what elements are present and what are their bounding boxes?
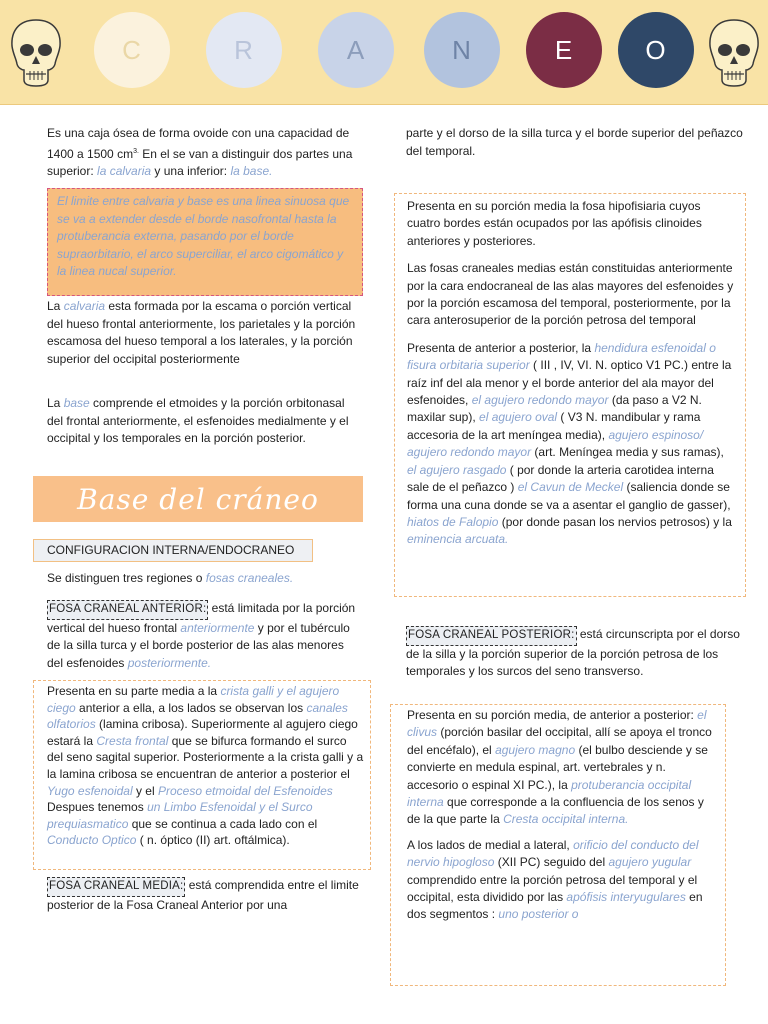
posterior-box [390, 704, 726, 986]
section-banner [33, 476, 363, 522]
clivus-text: Presenta en su porción media, de anterior a posterior: el clivus (porción basilar del occipital, allí se apoya el tronco del encéfalo), el agujero magno (el bulbo desciende y se convierte en medula espinal, art. vertebrales y n. accesorio o espinal XI PC.), la protuberancia occipital interna que corresponde a la confluencia de los senos y de la que parte la Cresta occipital interna. [407, 708, 712, 827]
fosa-media-label: FOSA CRANEAL MEDIA: [47, 877, 185, 897]
intro-paragraph: Es una caja ósea de forma ovoide con una capacidad de 1400 a 1500 $cm^{3.}$ En el se van a distinguir dos partes una superior: la calvaria y una inferior: la base. [47, 126, 353, 179]
fosa-anterior-label: FOSA CRANEAL ANTERIOR: [47, 600, 208, 620]
anterior-box-text: Presenta en su parte media a la crista galli y el agujero ciego anterior a ella, a los lados se observan los canales olfatorios (lamina cribosa). Superiormente al agujero ciego estará la Cresta frontal que se bifurca formando el surco del seno sagital superior. Posteriormente a la crista galli y a la lamina cribosa se encuentran de anterior a posterior el Yugo esfenoidal y el Proceso etmoidal del Esfenoides Despues tenemos un Limbo Esfenoidal y el Surco prequiasmatico que se continua a cada lado con el Conducto Optico ( n. óptico (II) art. oftálmica). [47, 684, 364, 848]
fosa-media-continued: parte y el dorso de la silla turca y el borde superior del peñazco del temporal. [406, 126, 743, 158]
skull-icon [8, 18, 64, 88]
note-box [47, 188, 363, 296]
section-title: Base del cráneo [77, 482, 319, 516]
title-letter-c: C [94, 12, 170, 88]
title-letter-a: A [318, 12, 394, 88]
anterior-box [33, 680, 371, 870]
title-letter-r: R [206, 12, 282, 88]
hipofisiaria-text: Presenta en su porción media la fosa hipofisiaria cuyos cuatro bordes están ocupados por las apófisis clinoides anteriores y posteriores. [407, 199, 702, 248]
fosas-medias-text: Las fosas craneales medias están constituidas anteriormente por la cara endocraneal de las alas mayores del esfenoides y por la porción escamosa del temporal, posteriormente, por la cara anterosuperior de la porción petrosa del temporal [407, 261, 734, 328]
lateral-text: A los lados de medial a lateral, orificio del conducto del nervio hipogloso (XII PC) seguido del agujero yugular comprendido entre la porción petrosa del temporal y el occipital, esta dividido por las apófisis interyugulares en dos segmentos : uno posterior o [407, 837, 703, 922]
title-letter-o: O [618, 12, 694, 88]
regions-paragraph: Se distinguen tres regiones o fosas craneales. [47, 571, 294, 585]
fosa-posterior-paragraph: FOSA CRANEAL POSTERIOR: está circunscripta por el dorso de la silla y la porción superior de la porción petrosa de los temporales y los surcos del seno transverso. [406, 627, 740, 679]
fosa-anterior-paragraph: FOSA CRANEAL ANTERIOR: está limitada por la porción vertical del hueso frontal anteriormente y por el tubérculo de la silla turca y el borde posterior de las alas menores del esfenoides posteriormente. [47, 601, 356, 670]
config-label: CONFIGURACION INTERNA/ENDOCRANEO [33, 539, 313, 562]
title-letter-n: N [424, 12, 500, 88]
title-letter-e: E [526, 12, 602, 88]
media-box [394, 193, 746, 597]
base-paragraph: La base comprende el etmoides y la porción orbitonasal del frontal anteriormente, el esfenoides medialmente y el occipital y los temporales en la porción posterior. [47, 396, 349, 446]
fosa-posterior-label: FOSA CRANEAL POSTERIOR: [406, 626, 577, 646]
fosa-media-paragraph: FOSA CRANEAL MEDIA: está comprendida entre el limite posterior de la Fosa Craneal Anterior por una [47, 878, 359, 912]
calvaria-paragraph: La calvaria esta formada por la escama o porción vertical del hueso frontal anteriormente, los parietales y la porción escamosa del hueso temporal a los laterales, y la porción superior del occipital posteriormente [47, 299, 356, 366]
note-text: El limite entre calvaria y base es una linea sinuosa que se va a extender desde el borde nasofrontal hasta la protuberancia externa, pasando por el borde supraorbitario, el arco superciliar, el arco cigomático y la linea nucal superior. [57, 194, 350, 278]
skull-icon [706, 18, 762, 88]
title-banner [0, 0, 768, 105]
agujeros-text: Presenta de anterior a posterior, la hendidura esfenoidal o fisura orbitaria superior ( III , IV, VI. N. optico V1 PC.) entre la raíz inf del ala menor y el borde anterior del ala mayor del esfenoides, el agujero redondo mayor (da paso a V2 N. maxilar sup), el agujero oval ( V3 N. mandibular y rama accesoria de la art meníngea media), agujero espinoso/ agujero redondo mayor (art. Meníngea media y sus ramas), el agujero rasgado ( por donde la arteria carotidea interna sale de el peñazco ) el Cavun de Meckel (saliencia donde se forma una cuna donde se va a asentar el ganglio de gasser), hiatos de Falopio (por donde pasan los nervios petrosos) y la eminencia arcuata. [407, 340, 732, 547]
